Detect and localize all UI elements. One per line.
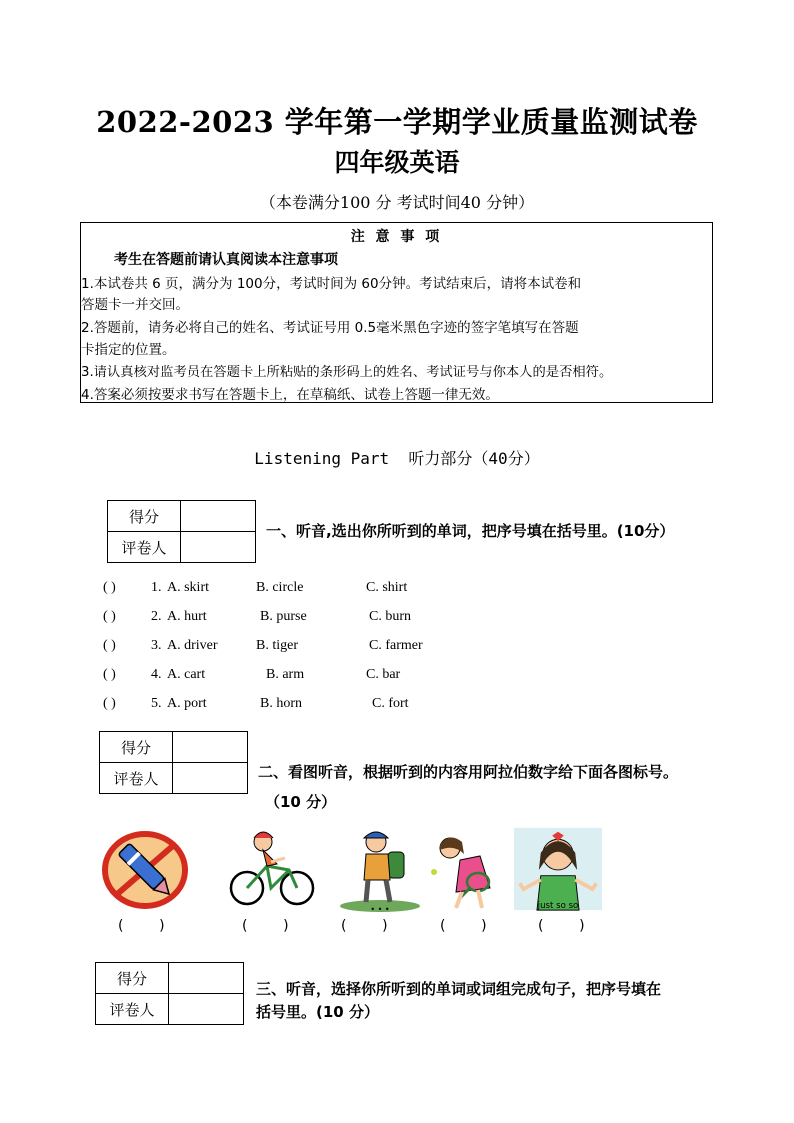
notice-box xyxy=(80,222,713,403)
score-label: 得分 xyxy=(96,963,169,994)
score-cell[interactable] xyxy=(181,501,256,532)
picture-answer-blank[interactable]: ( ) xyxy=(242,918,289,934)
notice-line-1: 1.本试卷共 6 页，满分为 100分，考试时间为 60分钟。考试结束后，请将本试卷和 xyxy=(81,276,582,292)
picture-caption: just so so xyxy=(537,901,579,912)
svg-text:• • •: • • • xyxy=(370,905,390,912)
notice-heading: 考生在答题前请认真阅读本注意事项 xyxy=(114,252,338,268)
section3-heading-cont: 括号里。(10 分） xyxy=(256,1003,379,1021)
question-number: 2. xyxy=(151,609,162,624)
section3-heading: 三、听音，选择你所听到的单词或词组完成句子，把序号填在 xyxy=(256,980,662,998)
score-box-3 xyxy=(95,962,244,1025)
score-label: 得分 xyxy=(100,732,173,763)
score-box-2 xyxy=(99,731,248,794)
picture-answer-blank[interactable]: ( ) xyxy=(538,918,585,934)
exam-info: （本卷满分100 分 考试时间40 分钟） xyxy=(259,193,535,212)
question-number: 5. xyxy=(151,696,162,711)
notice-line-1-cont: 答题卡一并交回。 xyxy=(81,297,189,313)
answer-paren[interactable]: ( ) xyxy=(103,580,116,595)
option-c: C. shirt xyxy=(366,580,408,595)
grader-cell[interactable] xyxy=(173,763,248,794)
tennis-girl-picture xyxy=(420,826,508,912)
exam-subtitle: 四年级英语 xyxy=(334,148,460,177)
grader-label: 评卷人 xyxy=(108,532,181,563)
option-a: A. cart xyxy=(167,667,206,682)
notice-line-4: 4.答案必须按要求书写在答题卡上，在草稿纸、试卷上答题一律无效。 xyxy=(81,387,499,403)
option-c: C. burn xyxy=(369,609,411,624)
option-b: B. arm xyxy=(266,667,305,682)
grader-label: 评卷人 xyxy=(100,763,173,794)
option-b: B. horn xyxy=(260,696,302,711)
section2-heading: 二、看图听音，根据听到的内容用阿拉伯数字给下面各图标号。 xyxy=(258,763,679,781)
option-c: C. farmer xyxy=(369,638,423,653)
notice-title: 注 意 事 项 xyxy=(350,229,443,245)
option-c: C. bar xyxy=(366,667,401,682)
girl-shrugging-picture xyxy=(514,826,602,912)
score-cell[interactable] xyxy=(173,732,248,763)
answer-paren[interactable]: ( ) xyxy=(103,696,116,711)
score-box-1 xyxy=(107,500,256,563)
score-cell[interactable] xyxy=(169,963,244,994)
score-label: 得分 xyxy=(108,501,181,532)
picture-answer-blank[interactable]: ( ) xyxy=(440,918,487,934)
cyclist-picture xyxy=(227,826,315,912)
picture-answer-blank[interactable]: ( ) xyxy=(341,918,388,934)
notice-line-2-cont: 卡指定的位置。 xyxy=(81,342,176,358)
option-c: C. fort xyxy=(372,696,409,711)
crayon-picture xyxy=(101,826,189,912)
grader-cell[interactable] xyxy=(181,532,256,563)
answer-paren[interactable]: ( ) xyxy=(103,609,116,624)
option-b: B. circle xyxy=(256,580,304,595)
question-number: 1. xyxy=(151,580,162,595)
answer-paren[interactable]: ( ) xyxy=(103,667,116,682)
hiker-picture xyxy=(336,826,424,912)
option-a: A. hurt xyxy=(167,609,207,624)
answer-paren[interactable]: ( ) xyxy=(103,638,116,653)
section1-heading: 一、听音,选出你所听到的单词，把序号填在括号里。(10分） xyxy=(266,522,675,540)
question-number: 3. xyxy=(151,638,162,653)
option-a: A. skirt xyxy=(167,580,209,595)
exam-title: 2022-2023 学年第一学期学业质量监测试卷 xyxy=(96,105,698,139)
part-title: Listening Part 听力部分（40分） xyxy=(254,449,540,468)
option-a: A. port xyxy=(167,696,207,711)
notice-line-3: 3.请认真核对监考员在答题卡上所粘贴的条形码上的姓名、考试证号与你本人的是否相符。 xyxy=(81,365,613,380)
grader-cell[interactable] xyxy=(169,994,244,1025)
grader-label: 评卷人 xyxy=(96,994,169,1025)
section2-heading-cont: （10 分） xyxy=(265,793,337,811)
option-b: B. tiger xyxy=(256,638,298,653)
option-b: B. purse xyxy=(260,609,307,624)
notice-line-2: 2.答题前，请务必将自己的姓名、考试证号用 0.5毫米黑色字迹的签字笔填写在答题 xyxy=(81,320,579,336)
option-a: A. driver xyxy=(167,638,218,653)
question-number: 4. xyxy=(151,667,162,682)
picture-answer-blank[interactable]: ( ) xyxy=(118,918,165,934)
